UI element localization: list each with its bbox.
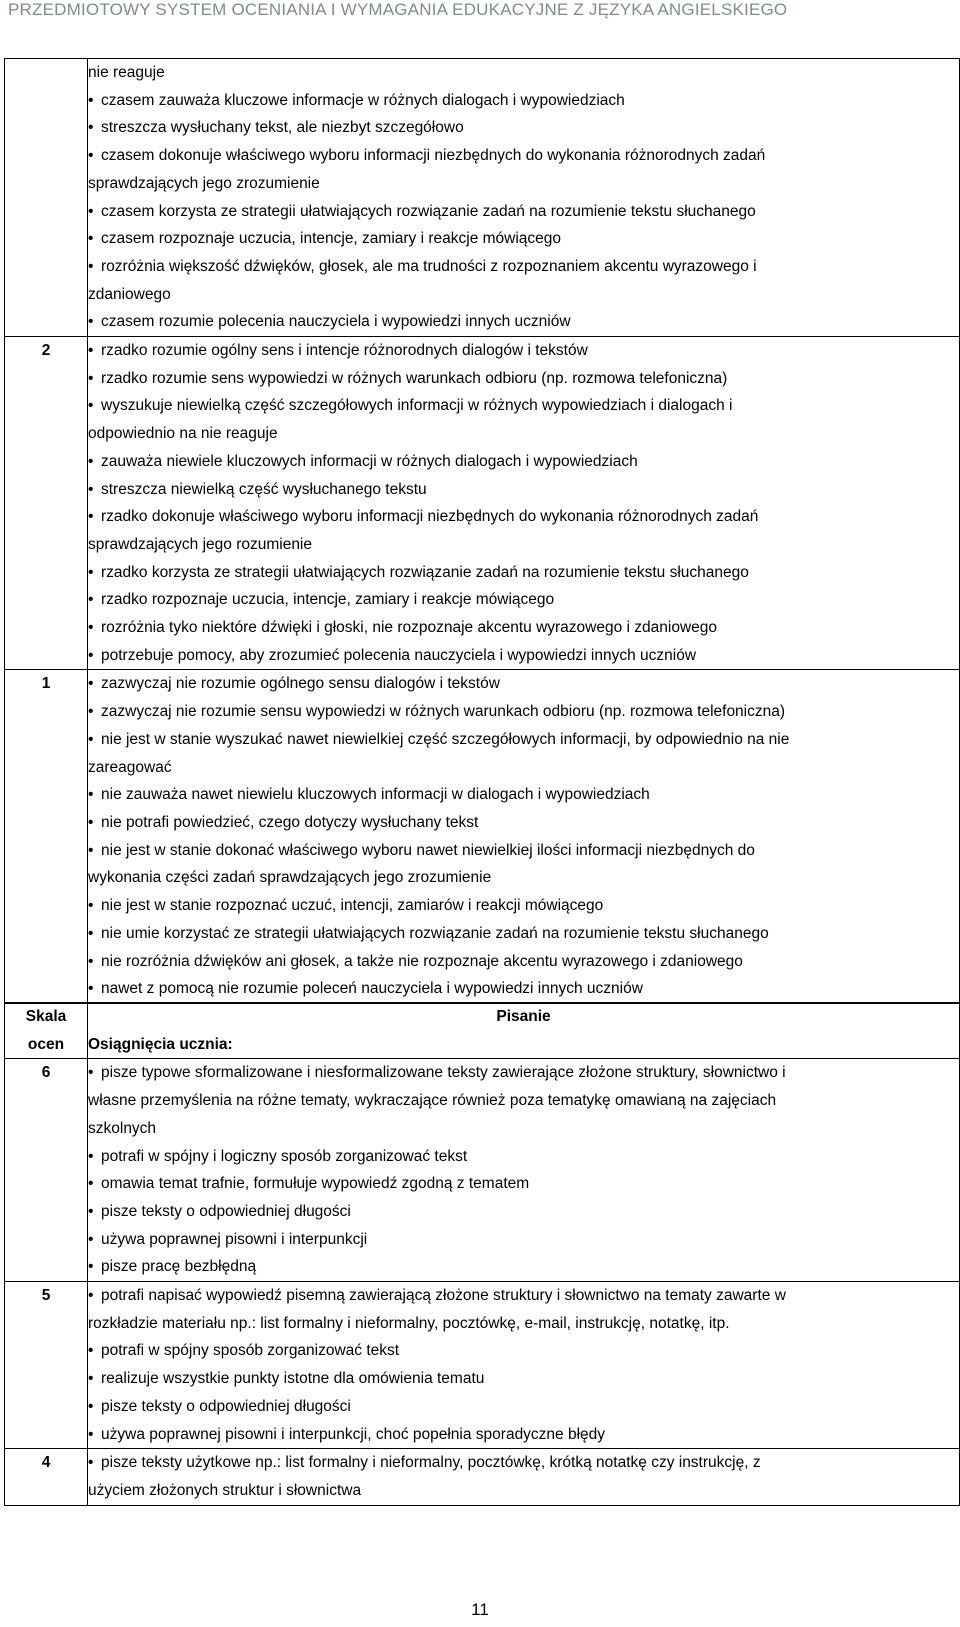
- bullet-icon: •: [88, 841, 94, 859]
- bullet-icon: •: [88, 1064, 94, 1082]
- criteria-text: wyszukuje niewielką część szczegółowych informacji w różnych wypowiedziach i dialogach i: [101, 397, 733, 415]
- criteria-line: [88, 642, 959, 670]
- criteria-line: [88, 1477, 959, 1505]
- criteria-text: użyciem złożonych struktur i słownictwa: [88, 1481, 362, 1499]
- criteria-line: [88, 1421, 959, 1449]
- criteria-line: [88, 920, 959, 948]
- criteria-text: czasem dokonuje właściwego wyboru informacji niezbędnych do wykonania różnorodnych zadań: [101, 147, 766, 165]
- page-number: 11: [471, 1600, 489, 1619]
- criteria-text: zdaniowego: [88, 285, 171, 303]
- criteria-text: zazwyczaj nie rozumie sensu wypowiedzi w różnych warunkach odbioru (np. rozmowa telefoniczna): [101, 703, 786, 721]
- criteria-line: [88, 1115, 959, 1143]
- bullet-icon: •: [88, 563, 94, 581]
- criteria-text: pisze teksty użytkowe np.: list formalny i nieformalny, pocztówkę, krótką notatkę czy instrukcję, z: [101, 1454, 761, 1472]
- bullet-icon: •: [88, 1202, 94, 1220]
- criteria-line: [88, 948, 959, 976]
- criteria-line: [88, 1337, 959, 1365]
- bullet-icon: •: [88, 1258, 94, 1276]
- bullet-icon: •: [88, 813, 94, 831]
- scale-header-line2: ocen: [27, 1035, 65, 1053]
- grade-row: [5, 337, 960, 670]
- section-header-cell: [88, 1003, 960, 1059]
- criteria-line: [88, 1087, 959, 1115]
- criteria-text: pisze pracę bezbłędną: [101, 1258, 257, 1276]
- criteria-line: [88, 781, 959, 809]
- grade-value: 6: [5, 1059, 88, 1282]
- criteria-text: nie zauważa nawet niewielu kluczowych informacji w dialogach i wypowiedziach: [101, 786, 650, 804]
- criteria-text: nie potrafi powiedzieć, czego dotyczy wysłuchany tekst: [101, 813, 479, 831]
- criteria-line: [88, 308, 959, 336]
- criteria-text: rzadko korzysta ze strategii ułatwiających rozwiązanie zadań na rozumienie tekstu słuchanego: [101, 563, 749, 581]
- criteria-text: streszcza niewielką część wysłuchanego tekstu: [101, 480, 427, 498]
- grade-criteria: [88, 1282, 960, 1449]
- criteria-text: realizuje wszystkie punkty istotne dla omówienia tematu: [101, 1370, 485, 1388]
- criteria-text: używa poprawnej pisowni i interpunkcji: [101, 1230, 368, 1248]
- scale-header-cell: [5, 1003, 88, 1059]
- criteria-text: czasem rozumie polecenia nauczyciela i wypowiedzi innych uczniów: [101, 313, 571, 331]
- bullet-icon: •: [88, 703, 94, 721]
- criteria-line: [88, 1143, 959, 1171]
- bullet-icon: •: [88, 1370, 94, 1388]
- criteria-line: [88, 59, 959, 87]
- criteria-text: rzadko dokonuje właściwego wyboru informacji niezbędnych do wykonania różnorodnych zadań: [101, 508, 759, 526]
- table-header-row: [5, 1003, 960, 1059]
- criteria-text: pisze typowe sformalizowane i niesformalizowane teksty zawierające złożone struktury, słownictwo i: [101, 1064, 786, 1082]
- grade-criteria: [88, 337, 960, 670]
- bullet-icon: •: [88, 786, 94, 804]
- grade-row: [5, 1449, 960, 1505]
- grade-row: [5, 59, 960, 337]
- criteria-line: [88, 1059, 959, 1087]
- grade-value: 1: [5, 670, 88, 1003]
- bullet-icon: •: [88, 1175, 94, 1193]
- criteria-line: [88, 1393, 959, 1421]
- criteria-line: [88, 614, 959, 642]
- bullet-icon: •: [88, 147, 94, 165]
- criteria-text: nie jest w stanie rozpoznać uczuć, intencji, zamiarów i reakcji mówiącego: [101, 897, 604, 915]
- criteria-text: nie umie korzystać ze strategii ułatwiających rozwiązanie zadań na rozumienie tekstu słuchanego: [101, 924, 769, 942]
- bullet-icon: •: [88, 313, 94, 331]
- criteria-line: [88, 531, 959, 559]
- criteria-line: [88, 114, 959, 142]
- criteria-text: rzadko rozpoznaje uczucia, intencje, zamiary i reakcje mówiącego: [101, 591, 555, 609]
- bullet-icon: •: [88, 646, 94, 664]
- criteria-text: rzadko rozumie sens wypowiedzi w różnych warunkach odbioru (np. rozmowa telefoniczna): [101, 369, 728, 387]
- criteria-text: nie reaguje: [88, 64, 165, 81]
- bullet-icon: •: [88, 480, 94, 498]
- bullet-icon: •: [88, 1147, 94, 1165]
- bullet-icon: •: [88, 924, 94, 942]
- criteria-line: [88, 837, 959, 865]
- bullet-icon: •: [88, 1230, 94, 1248]
- grade-value: 5: [5, 1282, 88, 1449]
- criteria-text: wykonania części zadań sprawdzających jego zrozumienie: [88, 869, 492, 887]
- grade-row: [5, 1059, 960, 1282]
- criteria-line: [88, 809, 959, 837]
- criteria-line: [88, 1449, 959, 1477]
- criteria-line: [88, 392, 959, 420]
- criteria-text: odpowiednio na nie reaguje: [88, 425, 278, 443]
- criteria-text: czasem rozpoznaje uczucia, intencje, zamiary i reakcje mówiącego: [101, 230, 562, 248]
- criteria-text: rzadko rozumie ogólny sens i intencje różnorodnych dialogów i tekstów: [101, 342, 588, 360]
- criteria-line: [88, 476, 959, 504]
- grade-criteria: [88, 59, 960, 337]
- bullet-icon: •: [88, 230, 94, 248]
- criteria-line: [88, 1253, 959, 1281]
- scale-header-line1: Skala: [25, 1008, 67, 1025]
- bullet-icon: •: [88, 257, 94, 275]
- criteria-text: własne przemyślenia na różne tematy, wykraczające również poza tematykę omawianą na zajęciach: [88, 1092, 777, 1110]
- criteria-text: pisze teksty o odpowiedniej długości: [101, 1202, 351, 1220]
- bullet-icon: •: [88, 675, 94, 693]
- criteria-line: [88, 754, 959, 782]
- bullet-icon: •: [88, 897, 94, 915]
- criteria-line: [88, 420, 959, 448]
- bullet-icon: •: [88, 1454, 94, 1472]
- bullet-icon: •: [88, 1287, 94, 1305]
- criteria-line: [88, 586, 959, 614]
- criteria-line: [88, 1170, 959, 1198]
- criteria-text: potrzebuje pomocy, aby zrozumieć polecenia nauczyciela i wypowiedzi innych uczniów: [101, 646, 697, 664]
- bullet-icon: •: [88, 342, 94, 360]
- criteria-line: [88, 281, 959, 309]
- grade-value: 4: [5, 1449, 88, 1505]
- criteria-line: [88, 559, 959, 587]
- criteria-text: rozróżnia tyko niektóre dźwięki i głoski, nie rozpoznaje akcentu wyrazowego i zdaniowego: [101, 619, 718, 637]
- criteria-line: [88, 975, 959, 1003]
- grade-criteria: [88, 1449, 960, 1505]
- criteria-text: potrafi napisać wypowiedź pisemną zawierającą złożone struktury i słownictwo na tematy zawarte w: [101, 1287, 786, 1305]
- criteria-text: czasem zauważa kluczowe informacje w różnych dialogach i wypowiedziach: [101, 91, 625, 109]
- bullet-icon: •: [88, 202, 94, 220]
- listening-grade-table: [4, 58, 960, 1004]
- criteria-text: nie jest w stanie wyszukać nawet niewielkiej część szczegółowych informacji, by odpowiednio na nie: [101, 730, 790, 748]
- criteria-text: potrafi w spójny i logiczny sposób zorganizować tekst: [101, 1147, 468, 1165]
- criteria-line: [88, 1310, 959, 1338]
- bullet-icon: •: [88, 952, 94, 970]
- criteria-line: [88, 1198, 959, 1226]
- writing-grade-table: [4, 1002, 960, 1506]
- criteria-line: [88, 253, 959, 281]
- criteria-line: [88, 1365, 959, 1393]
- criteria-text: pisze teksty o odpowiedniej długości: [101, 1397, 351, 1415]
- bullet-icon: •: [88, 619, 94, 637]
- criteria-line: [88, 365, 959, 393]
- criteria-line: [88, 337, 959, 365]
- criteria-line: [88, 142, 959, 170]
- criteria-text: omawia temat trafnie, formułuje wypowiedź zgodną z tematem: [101, 1175, 530, 1193]
- page-header: PRZEDMIOTOWY SYSTEM OCENIANIA I WYMAGANIA EDUKACYJNE Z JĘZYKA ANGIELSKIEGO: [8, 0, 788, 19]
- criteria-line: [88, 225, 959, 253]
- criteria-text: rozróżnia większość dźwięków, głosek, ale ma trudności z rozpoznaniem akcentu wyrazowego i: [101, 257, 757, 275]
- criteria-text: nawet z pomocą nie rozumie poleceń nauczyciela i wypowiedzi innych uczniów: [101, 980, 643, 998]
- bullet-icon: •: [88, 369, 94, 387]
- criteria-text: używa poprawnej pisowni i interpunkcji, choć popełnia sporadyczne błędy: [101, 1425, 606, 1443]
- criteria-line: [88, 698, 959, 726]
- section-title: Pisanie: [496, 1008, 551, 1025]
- bullet-icon: •: [88, 1397, 94, 1415]
- criteria-text: nie jest w stanie dokonać właściwego wyboru nawet niewielkiej ilości informacji niezbędnych do: [101, 841, 755, 859]
- criteria-line: [88, 1282, 959, 1310]
- criteria-text: zauważa niewiele kluczowych informacji w różnych dialogach i wypowiedziach: [101, 452, 638, 470]
- bullet-icon: •: [88, 91, 94, 109]
- bullet-icon: •: [88, 397, 94, 415]
- bullet-icon: •: [88, 119, 94, 137]
- criteria-line: [88, 198, 959, 226]
- grade-value: [5, 59, 88, 337]
- criteria-text: sprawdzających jego zrozumienie: [88, 174, 320, 192]
- criteria-text: zareagować: [88, 758, 172, 776]
- grade-criteria: [88, 670, 960, 1003]
- bullet-icon: •: [88, 591, 94, 609]
- criteria-line: [88, 448, 959, 476]
- criteria-line: [88, 726, 959, 754]
- bullet-icon: •: [88, 1425, 94, 1443]
- bullet-icon: •: [88, 508, 94, 526]
- grade-value: 2: [5, 337, 88, 670]
- criteria-line: [88, 170, 959, 198]
- criteria-line: [88, 1226, 959, 1254]
- grade-criteria: [88, 1059, 960, 1282]
- grade-row: [5, 670, 960, 1003]
- criteria-text: streszcza wysłuchany tekst, ale niezbyt szczegółowo: [101, 119, 464, 137]
- grade-row: [5, 1282, 960, 1449]
- criteria-text: nie rozróżnia dźwięków ani głosek, a także nie rozpoznaje akcentu wyrazowego i zdaniowego: [101, 952, 743, 970]
- criteria-text: potrafi w spójny sposób zorganizować tekst: [101, 1342, 400, 1360]
- bullet-icon: •: [88, 730, 94, 748]
- criteria-text: sprawdzających jego rozumienie: [88, 535, 313, 553]
- bullet-icon: •: [88, 452, 94, 470]
- section-subtitle: Osiągnięcia ucznia:: [88, 1035, 233, 1053]
- criteria-line: [88, 670, 959, 698]
- bullet-icon: •: [88, 1342, 94, 1360]
- criteria-line: [88, 503, 959, 531]
- criteria-line: [88, 87, 959, 115]
- criteria-line: [88, 892, 959, 920]
- criteria-text: szkolnych: [88, 1119, 157, 1137]
- criteria-text: rozkładzie materiału np.: list formalny i nieformalny, pocztówkę, e-mail, instrukcję, notatkę, itp.: [88, 1314, 730, 1332]
- criteria-text: czasem korzysta ze strategii ułatwiających rozwiązanie zadań na rozumienie tekstu słuchanego: [101, 202, 756, 220]
- criteria-line: [88, 864, 959, 892]
- criteria-text: zazwyczaj nie rozumie ogólnego sensu dialogów i tekstów: [101, 675, 500, 693]
- bullet-icon: •: [88, 980, 94, 998]
